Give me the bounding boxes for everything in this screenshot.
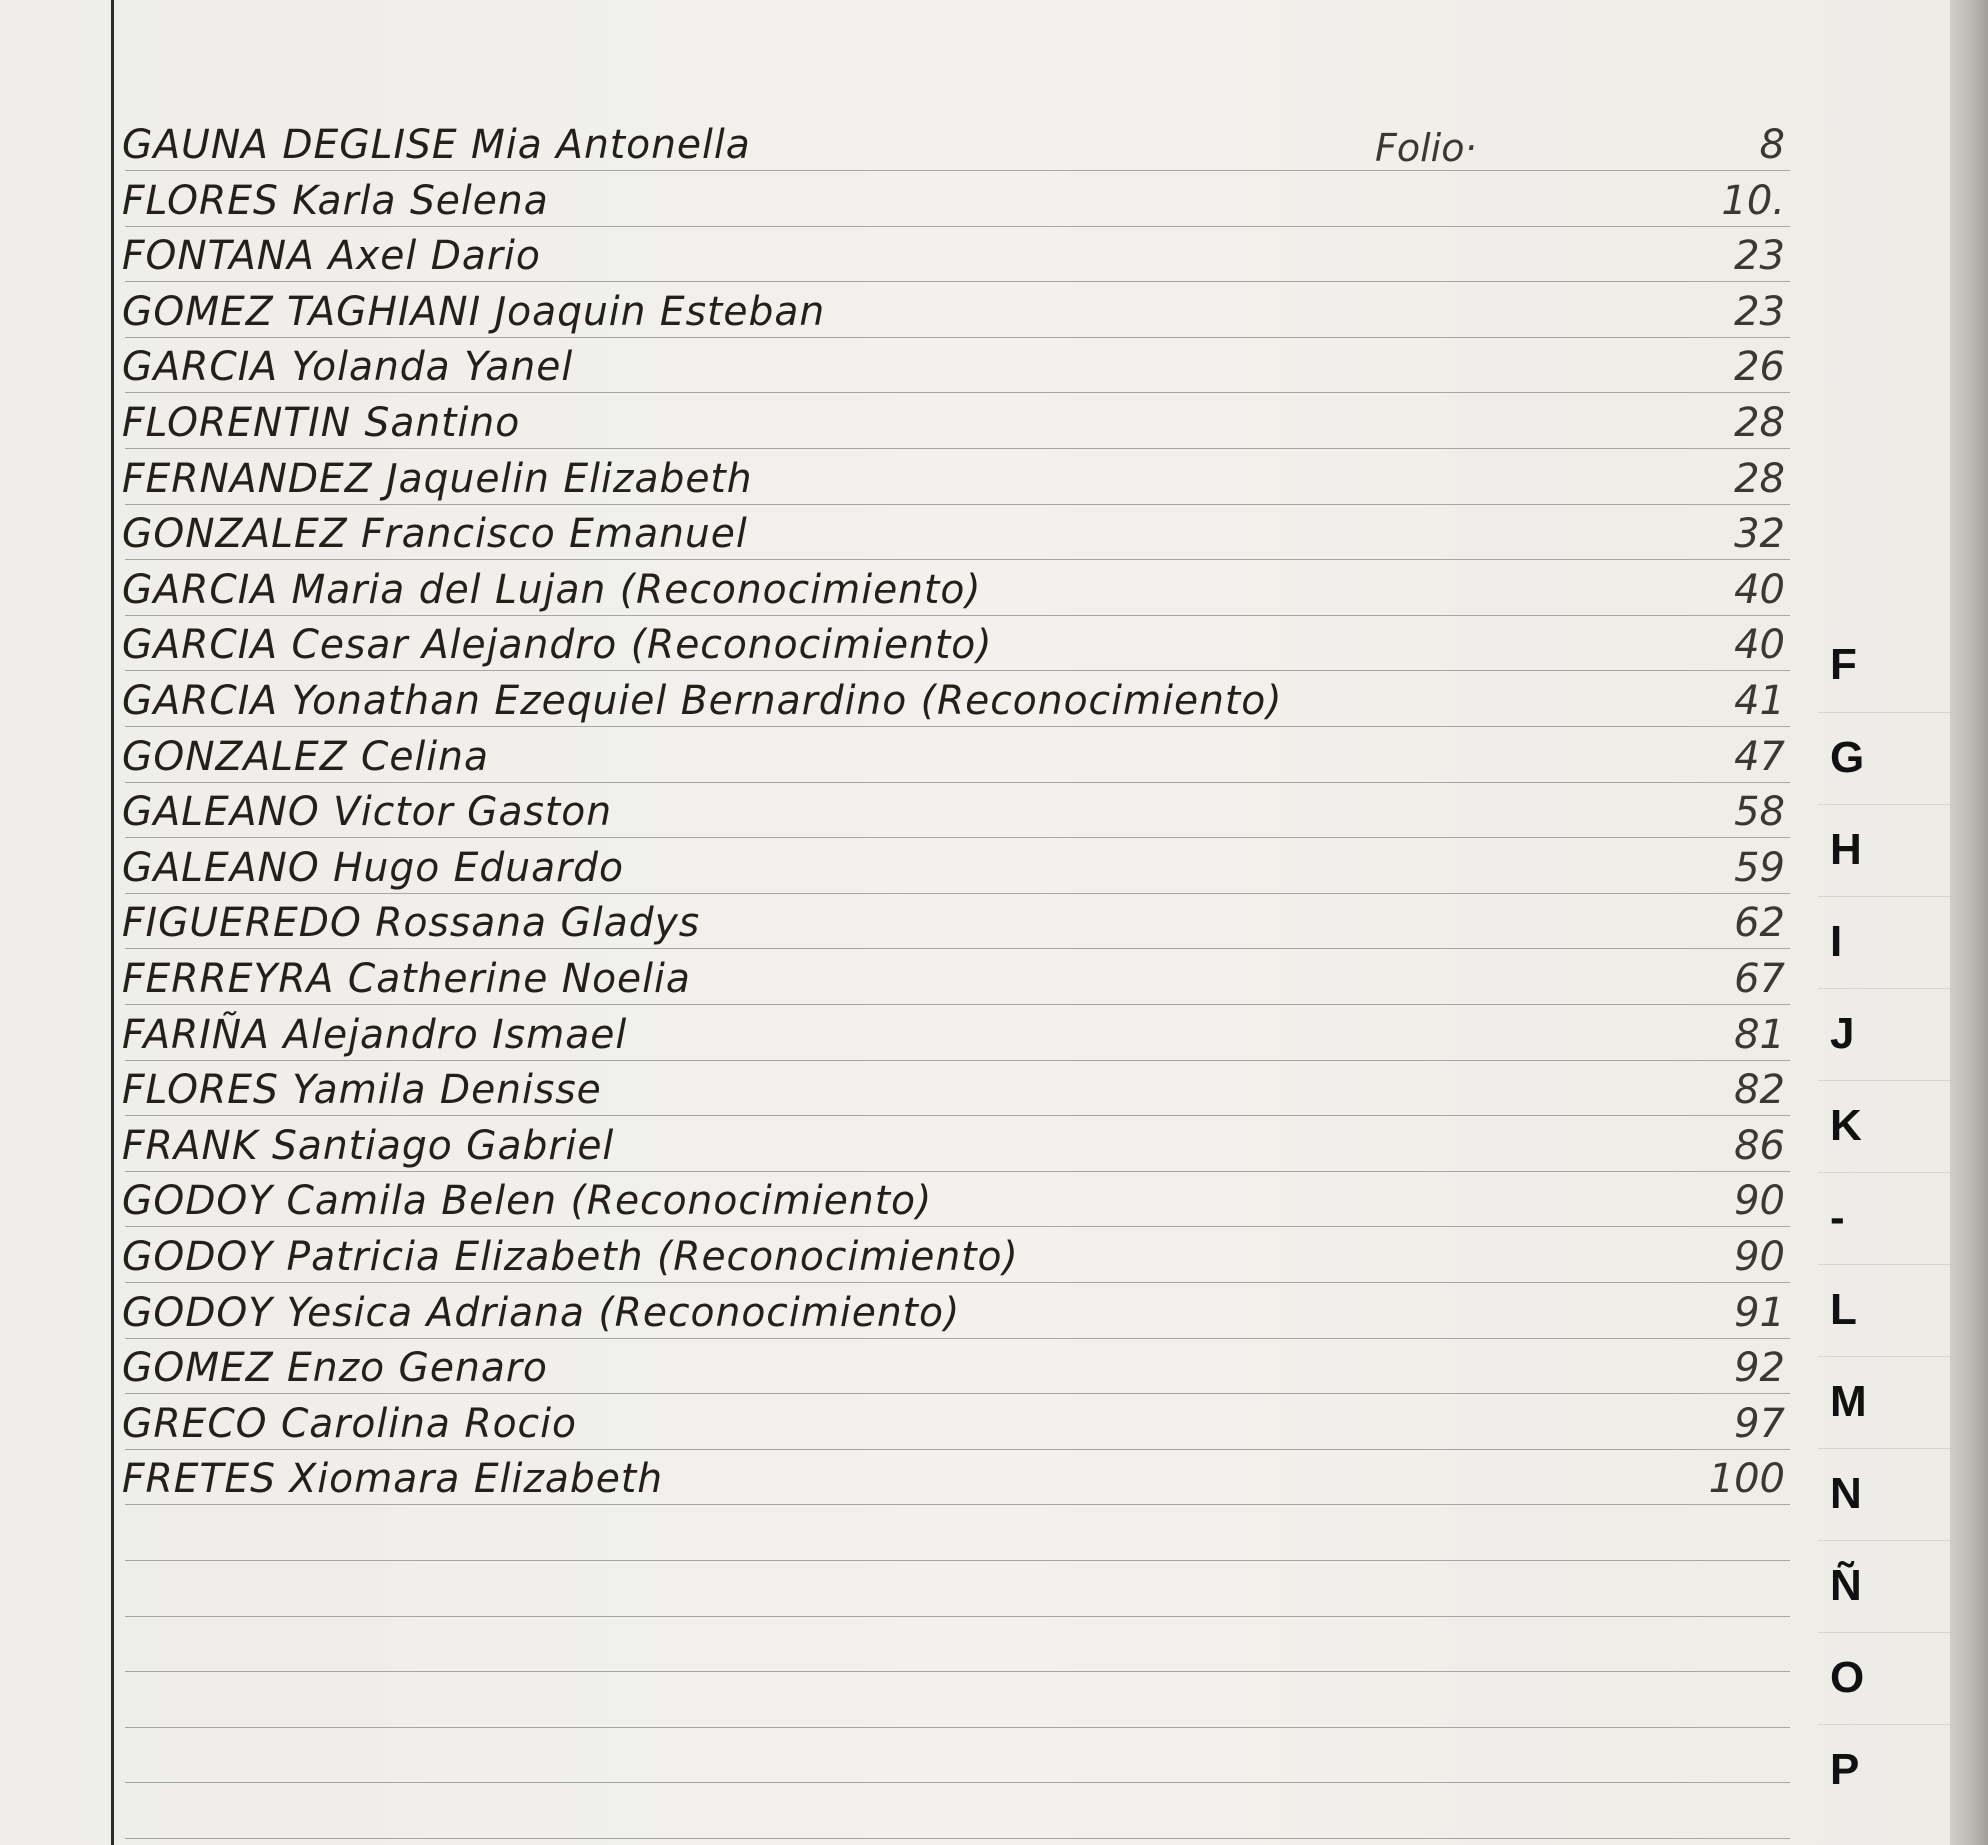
index-tab[interactable]: G	[1818, 712, 1950, 802]
entry-name: FRANK Santiago Gabriel	[122, 1123, 615, 1169]
ruled-line	[125, 226, 1790, 227]
entry-name: GONZALEZ Celina	[122, 734, 489, 780]
entry-folio: 90	[1734, 1178, 1785, 1224]
ruled-line	[125, 1560, 1790, 1561]
entry-folio: 92	[1734, 1345, 1785, 1391]
ruled-line	[125, 1282, 1790, 1283]
entry-name: FIGUEREDO Rossana Gladys	[122, 900, 701, 946]
ruled-line	[125, 170, 1790, 171]
entry-name: GOMEZ TAGHIANI Joaquin Esteban	[122, 289, 826, 335]
entry-name: GODOY Patricia Elizabeth (Reconocimiento)	[122, 1234, 1019, 1280]
entry-name: GODOY Yesica Adriana (Reconocimiento)	[122, 1290, 961, 1336]
ruled-line	[125, 1004, 1790, 1005]
entry-name: FARIÑA Alejandro Ismael	[122, 1012, 628, 1058]
entry-folio: 32	[1734, 511, 1785, 557]
ruled-line	[125, 1060, 1790, 1061]
entry-name: GARCIA Maria del Lujan (Reconocimiento)	[122, 567, 982, 613]
ruled-line	[125, 504, 1790, 505]
index-tab[interactable]: O	[1818, 1632, 1950, 1722]
ruled-line	[125, 1449, 1790, 1450]
ruled-line	[125, 615, 1790, 616]
entry-name: GRECO Carolina Rocio	[122, 1401, 577, 1447]
index-tab[interactable]: K	[1818, 1080, 1950, 1170]
entry-name: GARCIA Yonathan Ezequiel Bernardino (Reconocimiento)	[122, 678, 1283, 724]
entry-name: GARCIA Cesar Alejandro (Reconocimiento)	[122, 622, 993, 668]
page-edge-shadow	[1950, 0, 1988, 1845]
entry-folio: 40	[1734, 622, 1785, 668]
index-tab[interactable]: P	[1818, 1724, 1950, 1814]
index-tab[interactable]: L	[1818, 1264, 1950, 1354]
entry-folio: 91	[1734, 1290, 1785, 1336]
entry-folio: 8	[1759, 122, 1785, 168]
entry-folio: 100	[1708, 1456, 1785, 1502]
ruled-line	[125, 559, 1790, 560]
ruled-line	[125, 1782, 1790, 1783]
ruled-line	[125, 448, 1790, 449]
ruled-line	[125, 1727, 1790, 1728]
entry-name: GALEANO Victor Gaston	[122, 789, 613, 835]
entry-name: FERREYRA Catherine Noelia	[122, 956, 691, 1002]
entry-folio: 26	[1734, 344, 1785, 390]
entry-name: FERNANDEZ Jaquelin Elizabeth	[122, 456, 753, 502]
index-tab[interactable]: Ñ	[1818, 1540, 1950, 1630]
entry-folio: 59	[1734, 845, 1785, 891]
entry-folio: 81	[1734, 1012, 1785, 1058]
entry-name: FLORENTIN Santino	[122, 400, 521, 446]
ruled-line	[125, 1838, 1790, 1839]
entry-name: GAUNA DEGLISE Mia Antonella	[122, 122, 751, 168]
entry-name: GOMEZ Enzo Genaro	[122, 1345, 548, 1391]
ruled-line	[125, 392, 1790, 393]
entry-folio: 23	[1734, 233, 1785, 279]
entry-folio: 28	[1734, 456, 1785, 502]
index-tab[interactable]: J	[1818, 988, 1950, 1078]
entry-folio: 58	[1734, 789, 1785, 835]
ruled-line	[125, 948, 1790, 949]
ruled-line	[125, 670, 1790, 671]
entry-folio: 90	[1734, 1234, 1785, 1280]
ruled-line	[125, 1226, 1790, 1227]
ruled-line	[125, 1171, 1790, 1172]
entry-folio: 86	[1734, 1123, 1785, 1169]
entry-name: GONZALEZ Francisco Emanuel	[122, 511, 748, 557]
index-tab[interactable]: N	[1818, 1448, 1950, 1538]
entry-folio: 10.	[1721, 178, 1785, 224]
ruled-line	[125, 1338, 1790, 1339]
entry-folio: 23	[1734, 289, 1785, 335]
entry-name: GARCIA Yolanda Yanel	[122, 344, 574, 390]
entry-folio: 62	[1734, 900, 1785, 946]
entry-name: FLORES Yamila Denisse	[122, 1067, 602, 1113]
entry-folio: 40	[1734, 567, 1785, 613]
ruled-line	[125, 782, 1790, 783]
entry-folio: 82	[1734, 1067, 1785, 1113]
entry-name: GALEANO Hugo Eduardo	[122, 845, 625, 891]
index-tab[interactable]: -	[1818, 1172, 1950, 1262]
margin-line	[111, 0, 114, 1845]
ruled-line	[125, 1671, 1790, 1672]
ruled-line	[125, 337, 1790, 338]
alphabet-index-tabs	[1818, 620, 1950, 1845]
entry-folio: 28	[1734, 400, 1785, 446]
entry-name: FRETES Xiomara Elizabeth	[122, 1456, 664, 1502]
entry-folio: 67	[1734, 956, 1785, 1002]
ruled-line	[125, 726, 1790, 727]
ruled-line	[125, 837, 1790, 838]
entry-folio: 47	[1734, 734, 1785, 780]
index-tab[interactable]: F	[1830, 640, 1857, 689]
ruled-line	[125, 1616, 1790, 1617]
entry-name: FONTANA Axel Dario	[122, 233, 541, 279]
index-tab[interactable]: I	[1818, 896, 1950, 986]
entry-folio: 97	[1734, 1401, 1785, 1447]
folio-column-label: Folio·	[1375, 126, 1477, 170]
ruled-line	[125, 1115, 1790, 1116]
index-tab[interactable]: H	[1818, 804, 1950, 894]
ruled-line	[125, 893, 1790, 894]
entry-name: FLORES Karla Selena	[122, 178, 549, 224]
ruled-line	[125, 1393, 1790, 1394]
entry-name: GODOY Camila Belen (Reconocimiento)	[122, 1178, 933, 1224]
entry-folio: 41	[1734, 678, 1785, 724]
index-tab[interactable]: M	[1818, 1356, 1950, 1446]
ruled-line	[125, 1504, 1790, 1505]
ruled-line	[125, 281, 1790, 282]
